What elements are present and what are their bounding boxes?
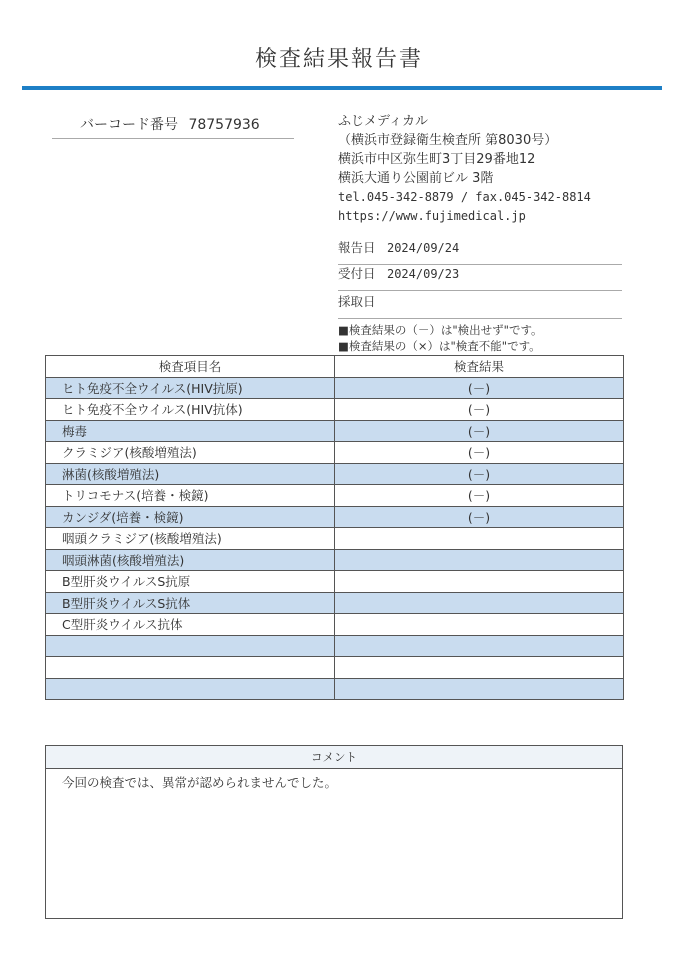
table-row <box>46 657 624 679</box>
item-result: (－) <box>335 399 624 421</box>
collected-date-label: 採取日 <box>338 294 376 309</box>
item-result: (－) <box>335 506 624 528</box>
table-row <box>46 528 624 550</box>
title-divider <box>22 86 662 90</box>
item-result: (－) <box>335 420 624 442</box>
issuer-contact: tel.045-342-8879 / fax.045-342-8814 <box>338 190 591 204</box>
item-name: B型肝炎ウイルスS抗体 <box>46 592 335 614</box>
item-result <box>335 678 624 700</box>
table-row <box>46 377 624 399</box>
note-negative: ■検査結果の（－）は"検出せず"です。 <box>338 323 543 337</box>
item-name: B型肝炎ウイルスS抗原 <box>46 571 335 593</box>
results-table <box>45 355 624 700</box>
table-row <box>46 420 624 442</box>
item-name: ヒト免疫不全ウイルス(HIV抗体) <box>46 399 335 421</box>
comment-box <box>45 745 623 919</box>
item-result <box>335 528 624 550</box>
item-name: クラミジア(核酸増殖法) <box>46 442 335 464</box>
issuer-registration: （横浜市登録衛生検査所 第8030号） <box>338 133 558 148</box>
received-date-row <box>338 264 622 291</box>
table-row <box>46 442 624 464</box>
issuer-address-2: 横浜大通り公園前ビル 3階 <box>338 171 494 186</box>
table-row <box>46 463 624 485</box>
item-result <box>335 549 624 571</box>
report-date-value: 2024/09/24 <box>386 241 460 255</box>
item-result <box>335 614 624 636</box>
barcode-label: バーコード番号 <box>80 117 178 133</box>
table-row <box>46 506 624 528</box>
item-name: 梅毒 <box>46 420 335 442</box>
report-date-row <box>338 238 622 265</box>
header-result: 検査結果 <box>335 356 624 378</box>
barcode-underline <box>52 138 294 139</box>
issuer-address-1: 横浜市中区弥生町3丁目29番地12 <box>338 152 536 167</box>
comment-text: 今回の検査では、異常が認められませんでした。 <box>62 775 338 790</box>
table-row <box>46 571 624 593</box>
item-result: (－) <box>335 463 624 485</box>
item-name: C型肝炎ウイルス抗体 <box>46 614 335 636</box>
item-name: ヒト免疫不全ウイルス(HIV抗原) <box>46 377 335 399</box>
table-row <box>46 399 624 421</box>
item-name: トリコモナス(培養・検鏡) <box>46 485 335 507</box>
item-name: 咽頭クラミジア(核酸増殖法) <box>46 528 335 550</box>
page-title: 検査結果報告書 <box>254 47 423 72</box>
table-header-row <box>46 356 624 378</box>
table-row <box>46 592 624 614</box>
item-result <box>335 657 624 679</box>
item-name <box>46 657 335 679</box>
received-date-label: 受付日 <box>338 266 376 281</box>
item-name: カンジダ(培養・検鏡) <box>46 506 335 528</box>
issuer-name: ふじメディカル <box>338 114 428 129</box>
collected-date-row <box>338 292 622 319</box>
barcode-line <box>80 114 260 134</box>
report-date-label: 報告日 <box>338 240 376 255</box>
item-name: 咽頭淋菌(核酸増殖法) <box>46 549 335 571</box>
table-row <box>46 485 624 507</box>
table-row <box>46 678 624 700</box>
table-row <box>46 635 624 657</box>
item-result: (－) <box>335 485 624 507</box>
item-result: (－) <box>335 377 624 399</box>
table-row <box>46 614 624 636</box>
table-row <box>46 549 624 571</box>
issuer-url: https://www.fujimedical.jp <box>338 209 526 223</box>
issuer-block <box>338 112 591 226</box>
comment-header: コメント <box>46 746 622 769</box>
item-result <box>335 635 624 657</box>
item-name <box>46 635 335 657</box>
barcode-value: 78757936 <box>188 117 260 133</box>
item-result <box>335 592 624 614</box>
item-name <box>46 678 335 700</box>
received-date-value: 2024/09/23 <box>386 267 460 281</box>
header-item-name: 検査項目名 <box>46 356 335 378</box>
item-result <box>335 571 624 593</box>
note-invalid: ■検査結果の（×）は"検査不能"です。 <box>338 339 541 353</box>
item-result: (－) <box>335 442 624 464</box>
item-name: 淋菌(核酸増殖法) <box>46 463 335 485</box>
